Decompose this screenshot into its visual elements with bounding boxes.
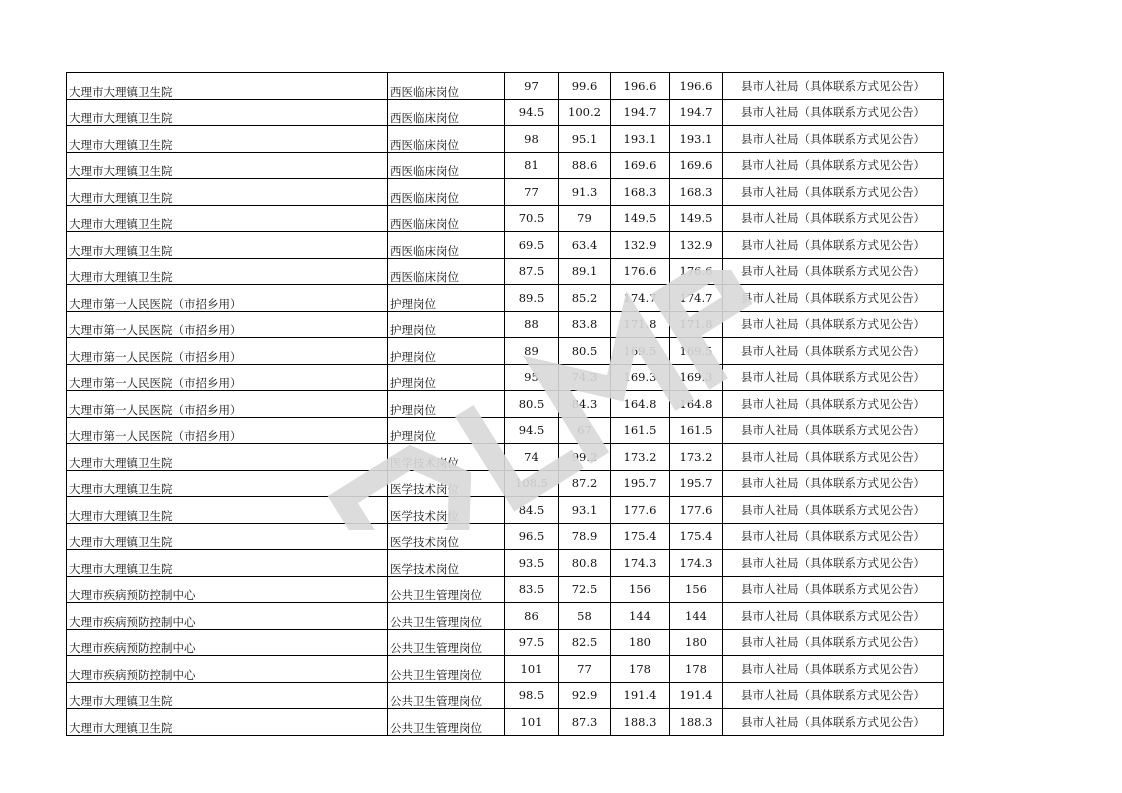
score1-cell: 94.5 <box>505 99 559 126</box>
final-cell: 194.7 <box>670 99 723 126</box>
contact-cell: 县市人社局（具体联系方式见公告） <box>723 205 944 232</box>
score2-cell: 92.9 <box>559 682 611 709</box>
contact-cell: 县市人社局（具体联系方式见公告） <box>723 523 944 550</box>
position-cell: 西医临床岗位 <box>388 232 505 259</box>
final-cell: 144 <box>670 603 723 630</box>
contact-cell: 县市人社局（具体联系方式见公告） <box>723 364 944 391</box>
total-cell: 178 <box>611 656 670 683</box>
unit-cell: 大理市第一人民医院（市招乡用） <box>67 417 388 444</box>
total-cell: 171.8 <box>611 311 670 338</box>
final-cell: 149.5 <box>670 205 723 232</box>
contact-cell: 县市人社局（具体联系方式见公告） <box>723 550 944 577</box>
table-row <box>67 152 944 179</box>
score-sheet <box>66 72 944 736</box>
position-cell: 西医临床岗位 <box>388 73 505 100</box>
table-row <box>67 497 944 524</box>
contact-cell: 县市人社局（具体联系方式见公告） <box>723 311 944 338</box>
final-cell: 169.6 <box>670 152 723 179</box>
table-row <box>67 126 944 153</box>
contact-cell: 县市人社局（具体联系方式见公告） <box>723 232 944 259</box>
table-row <box>67 179 944 206</box>
table-row <box>67 338 944 365</box>
final-cell: 169.3 <box>670 364 723 391</box>
final-cell: 156 <box>670 576 723 603</box>
score2-cell: 84.3 <box>559 391 611 418</box>
unit-cell: 大理市大理镇卫生院 <box>67 550 388 577</box>
total-cell: 173.2 <box>611 444 670 471</box>
total-cell: 132.9 <box>611 232 670 259</box>
total-cell: 149.5 <box>611 205 670 232</box>
position-cell: 公共卫生管理岗位 <box>388 682 505 709</box>
total-cell: 168.3 <box>611 179 670 206</box>
unit-cell: 大理市大理镇卫生院 <box>67 258 388 285</box>
table-row <box>67 258 944 285</box>
total-cell: 177.6 <box>611 497 670 524</box>
unit-cell: 大理市疾病预防控制中心 <box>67 576 388 603</box>
contact-cell: 县市人社局（具体联系方式见公告） <box>723 391 944 418</box>
table-row <box>67 364 944 391</box>
final-cell: 168.3 <box>670 179 723 206</box>
final-cell: 176.6 <box>670 258 723 285</box>
table-row <box>67 232 944 259</box>
contact-cell: 县市人社局（具体联系方式见公告） <box>723 285 944 312</box>
table-row <box>67 576 944 603</box>
position-cell: 西医临床岗位 <box>388 152 505 179</box>
table-row <box>67 205 944 232</box>
score2-cell: 80.5 <box>559 338 611 365</box>
score2-cell: 99.6 <box>559 73 611 100</box>
total-cell: 144 <box>611 603 670 630</box>
final-cell: 174.7 <box>670 285 723 312</box>
unit-cell: 大理市大理镇卫生院 <box>67 709 388 736</box>
contact-cell: 县市人社局（具体联系方式见公告） <box>723 656 944 683</box>
position-cell: 护理岗位 <box>388 285 505 312</box>
position-cell: 护理岗位 <box>388 311 505 338</box>
position-cell: 医学技术岗位 <box>388 550 505 577</box>
score1-cell: 69.5 <box>505 232 559 259</box>
score2-cell: 58 <box>559 603 611 630</box>
score1-cell: 108.5 <box>505 470 559 497</box>
table-row <box>67 285 944 312</box>
position-cell: 西医临床岗位 <box>388 99 505 126</box>
score2-cell: 79 <box>559 205 611 232</box>
unit-cell: 大理市第一人民医院（市招乡用） <box>67 311 388 338</box>
contact-cell: 县市人社局（具体联系方式见公告） <box>723 497 944 524</box>
contact-cell: 县市人社局（具体联系方式见公告） <box>723 682 944 709</box>
score1-cell: 94.5 <box>505 417 559 444</box>
table-row <box>67 603 944 630</box>
final-cell: 132.9 <box>670 232 723 259</box>
score1-cell: 88 <box>505 311 559 338</box>
score2-cell: 93.1 <box>559 497 611 524</box>
table-row <box>67 470 944 497</box>
table-row <box>67 629 944 656</box>
score1-cell: 89.5 <box>505 285 559 312</box>
score1-cell: 89 <box>505 338 559 365</box>
score1-cell: 87.5 <box>505 258 559 285</box>
position-cell: 公共卫生管理岗位 <box>388 709 505 736</box>
total-cell: 174.7 <box>611 285 670 312</box>
table-row <box>67 550 944 577</box>
unit-cell: 大理市大理镇卫生院 <box>67 179 388 206</box>
score2-cell: 74.3 <box>559 364 611 391</box>
score1-cell: 101 <box>505 656 559 683</box>
score1-cell: 80.5 <box>505 391 559 418</box>
unit-cell: 大理市疾病预防控制中心 <box>67 656 388 683</box>
contact-cell: 县市人社局（具体联系方式见公告） <box>723 73 944 100</box>
score1-cell: 83.5 <box>505 576 559 603</box>
score2-cell: 63.4 <box>559 232 611 259</box>
table-row <box>67 709 944 736</box>
unit-cell: 大理市大理镇卫生院 <box>67 73 388 100</box>
position-cell: 公共卫生管理岗位 <box>388 656 505 683</box>
table-row <box>67 311 944 338</box>
score1-cell: 70.5 <box>505 205 559 232</box>
score1-cell: 93.5 <box>505 550 559 577</box>
table-row <box>67 73 944 100</box>
score2-cell: 95.1 <box>559 126 611 153</box>
position-cell: 护理岗位 <box>388 364 505 391</box>
unit-cell: 大理市第一人民医院（市招乡用） <box>67 285 388 312</box>
final-cell: 174.3 <box>670 550 723 577</box>
total-cell: 196.6 <box>611 73 670 100</box>
score1-cell: 97 <box>505 73 559 100</box>
final-cell: 178 <box>670 656 723 683</box>
contact-cell: 县市人社局（具体联系方式见公告） <box>723 258 944 285</box>
score1-cell: 97.5 <box>505 629 559 656</box>
score1-cell: 86 <box>505 603 559 630</box>
unit-cell: 大理市第一人民医院（市招乡用） <box>67 364 388 391</box>
contact-cell: 县市人社局（具体联系方式见公告） <box>723 338 944 365</box>
table-row <box>67 391 944 418</box>
score2-cell: 80.8 <box>559 550 611 577</box>
total-cell: 180 <box>611 629 670 656</box>
score1-cell: 101 <box>505 709 559 736</box>
total-cell: 156 <box>611 576 670 603</box>
total-cell: 194.7 <box>611 99 670 126</box>
final-cell: 188.3 <box>670 709 723 736</box>
total-cell: 169.5 <box>611 338 670 365</box>
unit-cell: 大理市第一人民医院（市招乡用） <box>67 338 388 365</box>
unit-cell: 大理市大理镇卫生院 <box>67 470 388 497</box>
unit-cell: 大理市大理镇卫生院 <box>67 205 388 232</box>
unit-cell: 大理市大理镇卫生院 <box>67 682 388 709</box>
final-cell: 193.1 <box>670 126 723 153</box>
total-cell: 175.4 <box>611 523 670 550</box>
score2-cell: 87.3 <box>559 709 611 736</box>
position-cell: 医学技术岗位 <box>388 470 505 497</box>
contact-cell: 县市人社局（具体联系方式见公告） <box>723 444 944 471</box>
unit-cell: 大理市大理镇卫生院 <box>67 126 388 153</box>
score1-cell: 74 <box>505 444 559 471</box>
table-row <box>67 99 944 126</box>
contact-cell: 县市人社局（具体联系方式见公告） <box>723 470 944 497</box>
position-cell: 护理岗位 <box>388 338 505 365</box>
total-cell: 169.6 <box>611 152 670 179</box>
score2-cell: 99.2 <box>559 444 611 471</box>
table-row <box>67 523 944 550</box>
unit-cell: 大理市第一人民医院（市招乡用） <box>67 391 388 418</box>
contact-cell: 县市人社局（具体联系方式见公告） <box>723 179 944 206</box>
score2-cell: 89.1 <box>559 258 611 285</box>
unit-cell: 大理市大理镇卫生院 <box>67 523 388 550</box>
total-cell: 193.1 <box>611 126 670 153</box>
unit-cell: 大理市疾病预防控制中心 <box>67 603 388 630</box>
unit-cell: 大理市疾病预防控制中心 <box>67 629 388 656</box>
final-cell: 196.6 <box>670 73 723 100</box>
unit-cell: 大理市大理镇卫生院 <box>67 99 388 126</box>
unit-cell: 大理市大理镇卫生院 <box>67 497 388 524</box>
final-cell: 164.8 <box>670 391 723 418</box>
score1-cell: 84.5 <box>505 497 559 524</box>
position-cell: 公共卫生管理岗位 <box>388 603 505 630</box>
total-cell: 174.3 <box>611 550 670 577</box>
final-cell: 180 <box>670 629 723 656</box>
position-cell: 西医临床岗位 <box>388 179 505 206</box>
score2-cell: 72.5 <box>559 576 611 603</box>
score1-cell: 96.5 <box>505 523 559 550</box>
score2-cell: 83.8 <box>559 311 611 338</box>
position-cell: 医学技术岗位 <box>388 444 505 471</box>
final-cell: 177.6 <box>670 497 723 524</box>
total-cell: 176.6 <box>611 258 670 285</box>
total-cell: 188.3 <box>611 709 670 736</box>
score1-cell: 81 <box>505 152 559 179</box>
table-row <box>67 417 944 444</box>
score2-cell: 91.3 <box>559 179 611 206</box>
table-row <box>67 444 944 471</box>
contact-cell: 县市人社局（具体联系方式见公告） <box>723 126 944 153</box>
score2-cell: 77 <box>559 656 611 683</box>
table-row <box>67 682 944 709</box>
contact-cell: 县市人社局（具体联系方式见公告） <box>723 576 944 603</box>
position-cell: 西医临床岗位 <box>388 205 505 232</box>
score1-cell: 95 <box>505 364 559 391</box>
total-cell: 169.3 <box>611 364 670 391</box>
contact-cell: 县市人社局（具体联系方式见公告） <box>723 629 944 656</box>
score1-cell: 98.5 <box>505 682 559 709</box>
score1-cell: 98 <box>505 126 559 153</box>
position-cell: 护理岗位 <box>388 391 505 418</box>
contact-cell: 县市人社局（具体联系方式见公告） <box>723 99 944 126</box>
position-cell: 公共卫生管理岗位 <box>388 629 505 656</box>
unit-cell: 大理市大理镇卫生院 <box>67 444 388 471</box>
position-cell: 西医临床岗位 <box>388 258 505 285</box>
contact-cell: 县市人社局（具体联系方式见公告） <box>723 417 944 444</box>
total-cell: 161.5 <box>611 417 670 444</box>
final-cell: 191.4 <box>670 682 723 709</box>
score2-cell: 67 <box>559 417 611 444</box>
contact-cell: 县市人社局（具体联系方式见公告） <box>723 152 944 179</box>
position-cell: 医学技术岗位 <box>388 497 505 524</box>
unit-cell: 大理市大理镇卫生院 <box>67 232 388 259</box>
position-cell: 公共卫生管理岗位 <box>388 576 505 603</box>
unit-cell: 大理市大理镇卫生院 <box>67 152 388 179</box>
table-body <box>67 73 944 736</box>
final-cell: 171.8 <box>670 311 723 338</box>
contact-cell: 县市人社局（具体联系方式见公告） <box>723 603 944 630</box>
total-cell: 164.8 <box>611 391 670 418</box>
final-cell: 173.2 <box>670 444 723 471</box>
score2-cell: 78.9 <box>559 523 611 550</box>
position-cell: 护理岗位 <box>388 417 505 444</box>
final-cell: 175.4 <box>670 523 723 550</box>
total-cell: 191.4 <box>611 682 670 709</box>
contact-cell: 县市人社局（具体联系方式见公告） <box>723 709 944 736</box>
score-table <box>66 72 944 736</box>
score1-cell: 77 <box>505 179 559 206</box>
score2-cell: 85.2 <box>559 285 611 312</box>
score2-cell: 87.2 <box>559 470 611 497</box>
table-row <box>67 656 944 683</box>
final-cell: 169.5 <box>670 338 723 365</box>
position-cell: 医学技术岗位 <box>388 523 505 550</box>
score2-cell: 82.5 <box>559 629 611 656</box>
score2-cell: 88.6 <box>559 152 611 179</box>
score2-cell: 100.2 <box>559 99 611 126</box>
total-cell: 195.7 <box>611 470 670 497</box>
final-cell: 161.5 <box>670 417 723 444</box>
position-cell: 西医临床岗位 <box>388 126 505 153</box>
final-cell: 195.7 <box>670 470 723 497</box>
